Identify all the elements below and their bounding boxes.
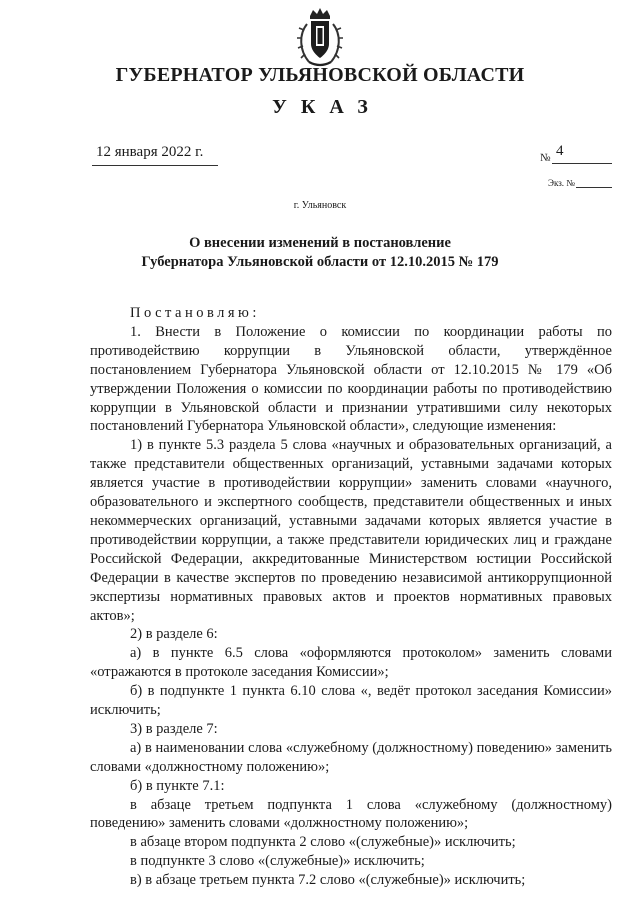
body-paragraph: 1) в пункте 5.3 раздела 5 слова «научных и образовательных организаций, а также представители общественных организаций, уставными задачами которых является участие в противодействии коррупции» заменить словами «научного, образовательного и экспертного сообществ, представители общественных и иных некоммерческих организаций, уставными задачами которых является участие в противодействии коррупции, а также представители юридических лиц и граждане Российской Федерации, аккредитованные Министерством юстиции Российской Федерации в качестве экспертов по проведению независимой антикоррупционной экспертизы нормативных правовых актов и проектов нормативных правовых актов»; xyxy=(90,437,612,624)
body-paragraph: 2) в разделе 6: xyxy=(130,626,218,643)
subject-line-2: Губернатора Ульяновской области от 12.10.2015 № 179 xyxy=(141,254,499,270)
document-body xyxy=(90,304,612,890)
body-paragraph: 1. Внести в Положение о комиссии по координации работы по противодействию коррупции в Ульяновской области, утверждённое постановлением Губернатора Ульяновской области от 12.10.2015 № 179 «Об утверждении Положения о комиссии по координации работы по противодействию коррупции в Ульяновской области и признании утратившими силу некоторых постановлений Губернатора Ульяновской области», следующие изменения: xyxy=(90,323,612,435)
body-paragraph: в) в абзаце третьем пункта 7.2 слово «(служебные)» исключить; xyxy=(130,872,526,889)
body-paragraph: а) в наименовании слова «служебному (должностному) поведению» заменить словами «должностному положению»; xyxy=(90,739,612,775)
document-date: 12 января 2022 г. xyxy=(96,144,204,160)
subject-line-1: О внесении изменений в постановление xyxy=(189,235,451,251)
body-paragraph: б) в пункте 7.1: xyxy=(130,777,225,794)
date-underline xyxy=(92,165,218,166)
issuing-authority-title: ГУБЕРНАТОР УЛЬЯНОВСКОЙ ОБЛАСТИ xyxy=(115,64,525,86)
number-underline xyxy=(552,163,612,164)
body-paragraph: в абзаце третьем подпункта 1 слова «служебному (должностному) поведению» заменить словами «должностному положению»; xyxy=(90,796,612,832)
number-label: № xyxy=(540,152,551,164)
body-paragraph: в подпункте 3 слово «(служебные)» исключить; xyxy=(130,853,425,870)
copy-number-underline xyxy=(576,187,612,188)
document-number: 4 xyxy=(556,143,564,159)
coat-of-arms-emblem xyxy=(293,6,347,70)
body-paragraph: а) в пункте 6.5 слова «оформляются протоколом» заменить словами «отражаются в протоколе заседания Комиссии»; xyxy=(90,645,612,681)
preamble-paragraph: Постановляю: xyxy=(130,305,260,321)
document-subject xyxy=(0,234,640,272)
city-label: г. Ульяновск xyxy=(293,200,347,211)
copy-number-label: Экз. № xyxy=(548,178,575,188)
document-type-title: УКАЗ xyxy=(272,96,382,118)
body-paragraph: в абзаце втором подпункта 2 слово «(служебные)» исключить; xyxy=(130,834,516,851)
body-paragraph: б) в подпункте 1 пункта 6.10 слова «, ведёт протокол заседания Комиссии» исключить; xyxy=(90,683,612,719)
body-paragraph: 3) в разделе 7: xyxy=(130,720,218,737)
